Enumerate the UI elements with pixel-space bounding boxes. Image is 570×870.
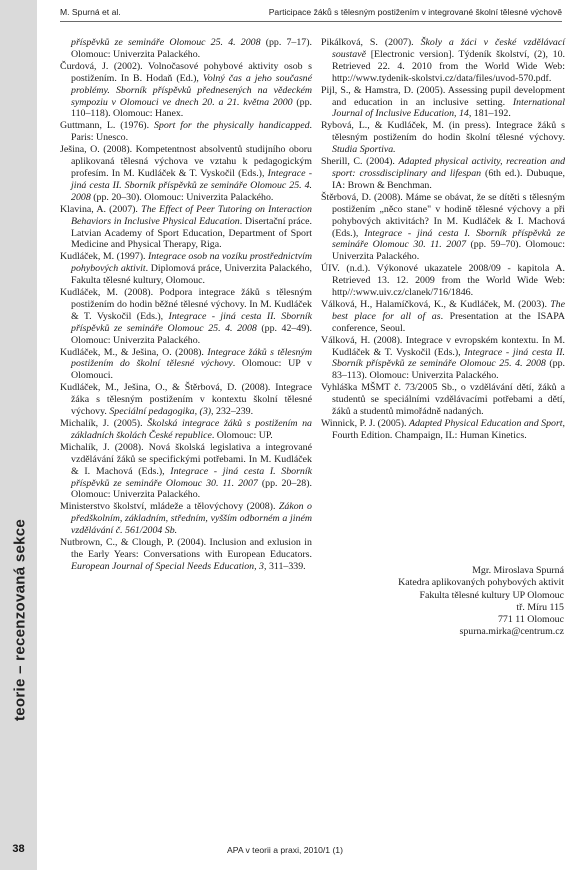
reference-entry bbox=[321, 335, 565, 383]
reference-text: Guttmann, L. (1976). bbox=[60, 120, 154, 132]
reference-entry bbox=[321, 382, 565, 418]
signature-city: 771 11 Olomouc bbox=[497, 614, 564, 626]
reference-entry bbox=[321, 120, 565, 156]
reference-text: Kudláček, M. (1997). bbox=[60, 251, 149, 263]
reference-tail: (6th ed.). Dubuque, IA: Brown & Benchman. bbox=[332, 167, 565, 191]
reference-text: Kudláček, M., Ješina, O., & Štěrbová, D. (2008). Integrace žáka s tělesným postižením v kontextu školní tělesné výchovy. bbox=[60, 382, 312, 418]
reference-entry bbox=[60, 347, 312, 383]
references-left-column bbox=[60, 37, 312, 573]
section-label bbox=[2, 518, 38, 722]
reference-italic: European Journal of Special Needs Education, 3 bbox=[71, 560, 264, 572]
section-label-text: teorie – recenzovaná sekce bbox=[11, 518, 29, 722]
reference-tail: (pp. 42–49). Olomouc: Univerzita Palackého. bbox=[71, 322, 313, 346]
reference-entry bbox=[60, 501, 312, 537]
reference-italic: The Effect of Peer Tutoring on Interaction Behaviors in Inclusive Physical Education bbox=[71, 203, 312, 227]
reference-tail: (pp. 59–70). Olomouc: Univerzita Palackého. bbox=[332, 239, 566, 263]
reference-italic: The best place for all of as bbox=[332, 298, 565, 322]
reference-italic: Integrace - jiná cesta II. Sborník příspěvků ze semináře Olomouc 25. 4. 2008 bbox=[332, 346, 565, 370]
reference-entry bbox=[321, 156, 565, 192]
reference-entry bbox=[321, 263, 565, 299]
signature-department: Katedra aplikovaných pohybových aktivit bbox=[398, 577, 564, 589]
reference-text: Ješina, O. (2008). Kompetentnost absolventů studijního oboru aplikovaná tělesná výchova ve vztahu k pedagogickým profesím. In M. Kudláček & T. Vyskočil (Eds.), bbox=[60, 144, 312, 179]
reference-entry bbox=[60, 144, 312, 204]
reference-entry bbox=[321, 37, 565, 85]
reference-tail: 232–239. bbox=[213, 406, 254, 418]
reference-entry bbox=[60, 442, 312, 502]
reference-entry bbox=[321, 299, 565, 335]
reference-italic: Integrace - jiná cesta I. Sborník příspěvků ze semináře Olomouc 30. 11. 2007 bbox=[332, 227, 566, 251]
reference-italic: Studia Sportiva. bbox=[332, 144, 396, 156]
reference-italic: Speciální pedagogika, (3), bbox=[109, 406, 214, 418]
reference-text: Válková, H. (2008). Integrace v evropském kontextu. In M. Kudláček & T. Vyskočil (Eds.), bbox=[321, 334, 565, 358]
reference-entry bbox=[321, 418, 565, 442]
header-author: M. Spurná et al. bbox=[60, 7, 121, 17]
reference-entry bbox=[321, 192, 565, 263]
signature-street: tř. Míru 115 bbox=[516, 601, 564, 613]
reference-text: Válková, H., Halamíčková, K., & Kudláček, M. (2003). bbox=[321, 298, 551, 310]
reference-tail: . Paris: Unesco. bbox=[71, 120, 312, 144]
reference-text: Čurdová, J. (2002). Volnočasové pohybové aktivity osob s postižením. In B. Hodaň (Ed.), bbox=[60, 60, 312, 84]
reference-text: Michalík, J. (2005). bbox=[60, 418, 148, 429]
header-article-title: Participace žáků s tělesným postižením v integrované školní tělesné výchově bbox=[268, 7, 562, 17]
page-footer: APA v teorii a praxi, 2010/1 (1) bbox=[227, 845, 343, 855]
reference-text: Nutbrown, C., & Clough, P. (2004). Inclusion and exlusion in the Early Years: Conversations with European Educators. bbox=[60, 537, 312, 560]
reference-text: Winnick, P. J. (2005). bbox=[321, 418, 409, 429]
reference-text: Sherill, C. (2004). bbox=[321, 156, 399, 168]
reference-italic: Školská integrace žáků s postižením na základních školách České republice bbox=[71, 418, 312, 441]
reference-entry bbox=[60, 204, 312, 252]
reference-italic: Adapted physical activity, recreation and sport: crossdisciplinary and lifespan bbox=[332, 156, 566, 179]
reference-tail: . Diplomová práce, Univerzita Palackého, Fakulta tělesné kultury, Olomouc. bbox=[71, 263, 312, 287]
reference-italic: Zákon o předškolním, základním, středním, vyšším odborném a jiném vzdělávání č. 561/2004 Sb. bbox=[71, 501, 312, 537]
reference-tail: . Presentation at the ISAPA conference, Seoul. bbox=[332, 310, 566, 334]
reference-text: Pijl, S., & Hamstra, D. (2005). Assessing pupil development and education in an inclusive setting. bbox=[321, 84, 565, 108]
reference-entry bbox=[60, 537, 312, 573]
reference-italic: Integrace - jiná cesta II. Sborník příspěvků ze semináře Olomouc 25. 4. 2008 bbox=[71, 167, 312, 203]
reference-text: Ministerstvo školství, mládeže a tělovýchovy (2008). bbox=[60, 501, 279, 513]
reference-text: Klavina, A. (2007). bbox=[60, 203, 142, 215]
reference-text: Rybová, L., & Kudláček, M. (in press). Integrace žáků s tělesným postižením do hodin školní tělesné výchovy. bbox=[321, 120, 565, 144]
reference-italic: Sport for the physically handicapped bbox=[153, 120, 310, 132]
reference-text: Michalík, J. (2008). Nová školská legislativa a integrované vzdělávání žáků se specifickými potřebami. In M. Kudláček & I. Machová (Eds.), bbox=[60, 441, 312, 477]
signature-name: Mgr. Miroslava Spurná bbox=[472, 565, 564, 576]
reference-tail: . Olomouc: UP v Olomouci. bbox=[71, 358, 312, 382]
reference-tail: , Fourth Edition. Champaign, IL: Human Kinetics. bbox=[332, 418, 565, 441]
reference-italic: Integrace - jiná cesta II. Sborník příspěvků ze semináře Olomouc 25. 4. 2008 bbox=[71, 310, 313, 334]
reference-tail: , 311–339. bbox=[264, 560, 306, 572]
reference-italic: Volný čas a jeho současné problémy. Sborník příspěvků přednesených na vědeckém sympoziu v Olomouci ve dnech 20. a 21. května 2000 bbox=[71, 72, 312, 108]
reference-entry bbox=[321, 85, 565, 121]
reference-tail: (pp. 83–113). Olomouc: Univerzita Palackého. bbox=[332, 358, 565, 382]
reference-tail: , 181–192. bbox=[468, 108, 511, 120]
reference-entry bbox=[60, 287, 312, 347]
reference-tail: (pp. 20–30). Olomouc: Univerzita Palackého. bbox=[90, 191, 274, 203]
reference-entry bbox=[60, 418, 312, 442]
reference-tail: (pp. 110–118). Olomouc: Hanex. bbox=[71, 96, 312, 120]
section-sidebar bbox=[0, 0, 37, 870]
reference-entry bbox=[60, 251, 312, 287]
reference-entry bbox=[60, 120, 312, 144]
signature-faculty: Fakulta tělesné kultury UP Olomouc bbox=[419, 589, 564, 601]
reference-italic: Adapted Physical Education and Sport bbox=[408, 418, 563, 429]
references-right-column bbox=[321, 37, 565, 442]
author-signature bbox=[398, 565, 564, 639]
reference-entry bbox=[60, 37, 312, 61]
running-header bbox=[0, 0, 570, 22]
reference-text: Vyhláška MŠMT č. 73/2005 Sb., o vzdělávání dětí, žáků a studentů se speciálními vzdělávacími potřebami a dětí, žáků a studentů mimořádně nadaných. bbox=[321, 382, 565, 418]
reference-text: Štěrbová, D. (2008). Máme se obávat, že se dítěti s tělesným postižením „něco stane" v hodině tělesné výchovy a při pohybových aktivitách? In M. Kudláček & I. Machová (Eds.), bbox=[321, 191, 565, 239]
reference-italic: Školy a žáci v české vzdělávací soustavě bbox=[332, 37, 565, 60]
page-number: 38 bbox=[12, 843, 25, 855]
reference-italic: příspěvků ze semináře Olomouc 25. 4. 2008 bbox=[71, 37, 261, 48]
header-rule bbox=[60, 21, 562, 22]
reference-italic: Integrace žáků s tělesným postižením do školní tělesné výchovy bbox=[71, 346, 312, 370]
reference-text: Kudláček, M., & Ješina, O. (2008). bbox=[60, 346, 208, 358]
reference-text: Kudláček, M. (2008). Podpora integrace žáků s tělesným postižením do hodin běžné tělesné výchovy. In M. Kudláček & T. Vyskočil (Eds.), bbox=[60, 287, 312, 322]
reference-tail: . Olomouc: UP. bbox=[211, 429, 273, 441]
reference-tail: . Disertační práce. Latvian Academy of Sport Education, Department of Sport Medicine and Physical Therapy, Riga. bbox=[71, 215, 312, 251]
signature-email[interactable]: spurna.mirka@centrum.cz bbox=[459, 626, 564, 638]
reference-text: ÚIV. (n.d.). Výkonové ukazatele 2008/09 - kapitola A. Retrieved 13. 12. 2009 from the World Wide Web: http//:www.uiv.cz/clanek/716/1846. bbox=[321, 263, 565, 299]
reference-entry bbox=[60, 61, 312, 121]
reference-tail: (pp. 20–28). Olomouc: Univerzita Palackého. bbox=[71, 477, 312, 501]
reference-italic: International Journal of Inclusive Education, 14 bbox=[332, 96, 565, 120]
reference-text: Pikálková, S. (2007). bbox=[321, 37, 421, 48]
reference-entry bbox=[60, 382, 312, 418]
reference-italic: Integrace osob na vozíku prostřednictvím pohybových aktivit bbox=[71, 251, 312, 275]
reference-tail: [Electronic version]. Týdeník školství, (2), 10. Retrieved 22. 4. 2010 from the World Wide Web: http://www.tydenik-skolstvi.cz/data/files/uvod-570.pdf. bbox=[332, 48, 565, 84]
reference-italic: Integrace - jiná cesta I. Sborník příspěvků ze semináře Olomouc 30. 11. 2007 bbox=[71, 465, 312, 489]
reference-tail: (pp. 7–17). Olomouc: Univerzita Palackého. bbox=[71, 37, 313, 60]
